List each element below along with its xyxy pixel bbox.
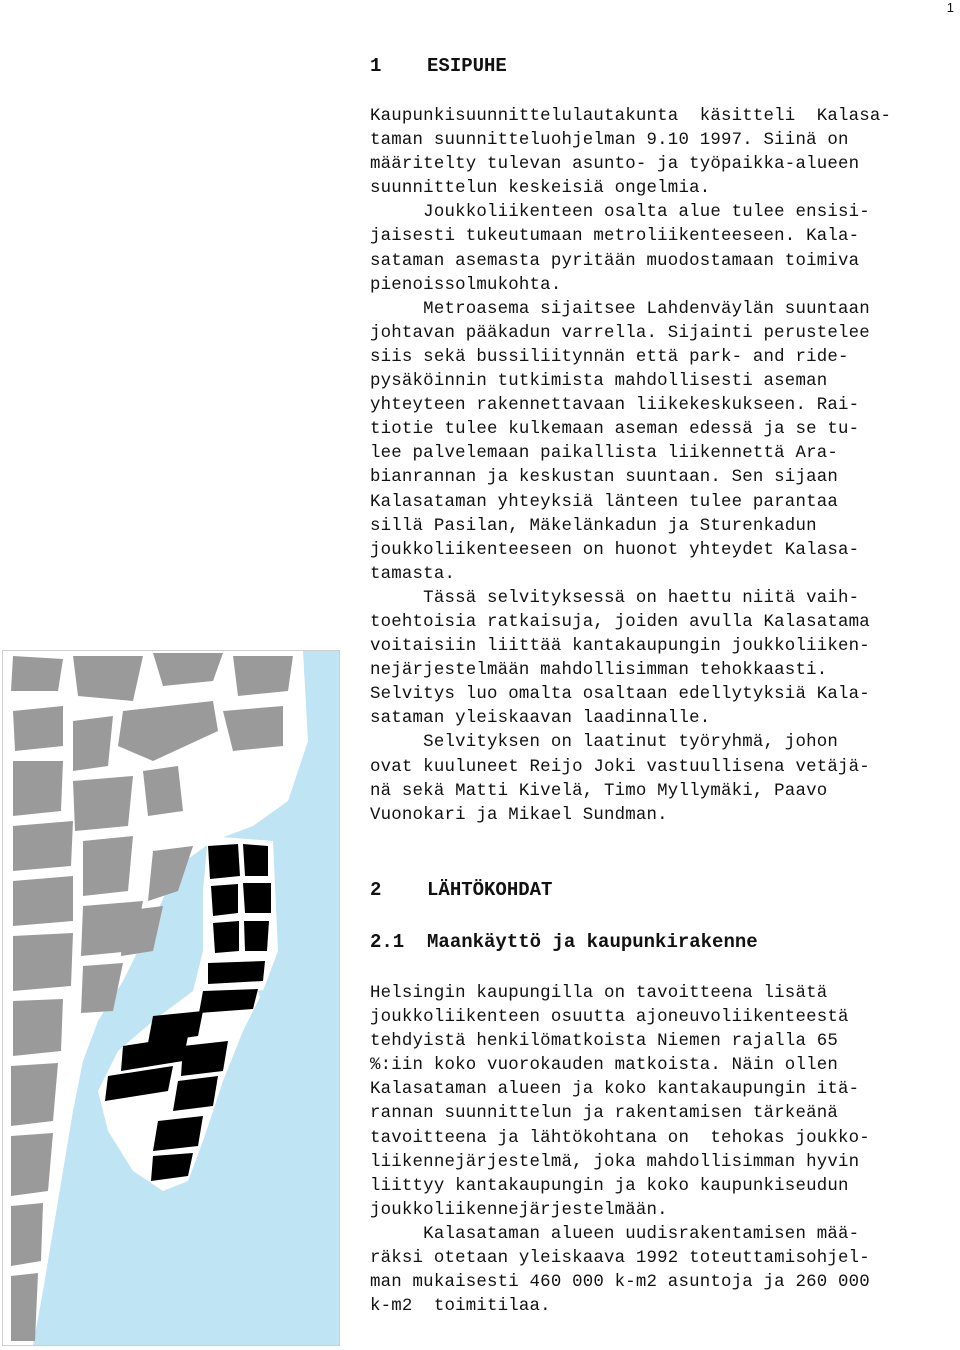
text-line: rannan suunnittelun ja rakentamisen tärkeänä — [370, 1104, 838, 1124]
page-number: 1 — [946, 0, 954, 15]
text-line: Kaupunkisuunnittelulautakunta käsitteli Kalasa- — [370, 107, 892, 126]
site-map-drawing — [3, 651, 339, 1345]
maankaytto-body — [370, 982, 956, 1319]
section-esipuhe — [370, 54, 956, 78]
text-line: tiotie tulee kulkemaan aseman edessä ja se tu- — [370, 420, 860, 440]
text-line: Joukkoliikenteen osalta alue tulee ensisi- — [370, 203, 870, 223]
heading-lahtokohdat: 2 LÄHTÖKOHDAT — [370, 879, 553, 901]
text-line: liikennejärjestelmä, joka mahdollisimman hyvin — [370, 1152, 860, 1172]
text-line: sataman asemasta pyritään muodostamaan toimiva — [370, 251, 860, 271]
text-line: siis sekä bussiliitynnän että park- and ride- — [370, 347, 849, 367]
text-line: määritelty tulevan asunto- ja työpaikka-alueen — [370, 155, 860, 175]
text-line: nä sekä Matti Kivelä, Timo Myllymäki, Paavo — [370, 781, 828, 801]
text-line: Metroasema sijaitsee Lahdenväylän suuntaan — [370, 299, 870, 319]
kalasatama-site-map — [2, 650, 340, 1346]
text-line: tehdyistä henkilömatkoista Niemen rajalla 65 — [370, 1032, 838, 1052]
heading-maankaytto: 2.1 Maankäyttö ja kaupunkirakenne — [370, 931, 758, 953]
text-line: liittyy kantakaupungin ja koko kaupunkiseudun — [370, 1176, 849, 1196]
text-line: pienoissolmukohta. — [370, 275, 562, 295]
text-line: Vuonokari ja Mikael Sundman. — [370, 805, 668, 825]
esipuhe-body — [370, 105, 956, 828]
section-lahtokohdat — [370, 878, 956, 902]
text-line: taman suunnitteluohjelman 9.10 1997. Siinä on — [370, 131, 849, 151]
text-line: Helsingin kaupungilla on tavoitteena lisätä — [370, 984, 828, 1003]
text-line: Tässä selvityksessä on haettu niitä vaih- — [370, 588, 860, 608]
text-line: yhteyteen rakennettavaan liikekeskukseen. Rai- — [370, 396, 860, 416]
text-line: joukkoliikenteeseen on huonot yhteydet Kalasa- — [370, 540, 860, 560]
map-harbour — [258, 981, 339, 1041]
text-line: Kalasataman alueen ja koko kantakaupungin itä- — [370, 1080, 860, 1100]
text-line: tamasta. — [370, 564, 456, 584]
text-line: k-m2 toimitilaa. — [370, 1297, 551, 1317]
text-line: Selvitys luo omalta osaltaan edellytyksiä Kala- — [370, 685, 870, 705]
section-maankaytto — [370, 930, 956, 954]
text-line: bianrannan ja keskustan suuntaan. Sen sijaan — [370, 468, 838, 488]
text-line: voitaisiin liittää kantakaupungin joukkoliiken- — [370, 637, 870, 657]
text-line: ovat kuuluneet Reijo Joki vastuullisena vetäjä- — [370, 757, 870, 777]
text-line: Kalasataman alueen uudisrakentamisen mää- — [370, 1224, 860, 1244]
text-line: Selvityksen on laatinut työryhmä, johon — [370, 733, 838, 753]
text-line: %:iin koko vuorokauden matkoista. Näin ollen — [370, 1056, 838, 1076]
text-line: pysäköinnin tutkimista mahdollisesti aseman — [370, 372, 828, 392]
text-line: Kalasataman yhteyksiä länteen tulee parantaa — [370, 492, 838, 512]
text-line: toehtoisia ratkaisuja, joiden avulla Kalasatama — [370, 612, 870, 632]
text-line: joukkoliikenteen osuutta ajoneuvoliikenteestä — [370, 1008, 849, 1028]
heading-esipuhe: 1 ESIPUHE — [370, 55, 507, 77]
text-line: joukkoliikennejärjestelmään. — [370, 1200, 668, 1220]
text-line: suunnittelun keskeisiä ongelmia. — [370, 179, 711, 199]
text-line: lee palvelemaan paikallista liikennettä Ara- — [370, 444, 838, 464]
text-line: tavoitteena ja lähtökohtana on tehokas joukko- — [370, 1128, 870, 1148]
text-line: sillä Pasilan, Mäkelänkadun ja Sturenkadun — [370, 516, 817, 536]
text-line: jaisesti tukeutumaan metroliikenteeseen. Kala- — [370, 227, 860, 247]
text-line: nejärjestelmään mahdollisimman tehokkaasti. — [370, 661, 828, 681]
text-line: man mukaisesti 460 000 k-m2 asuntoja ja 260 000 — [370, 1273, 870, 1293]
text-line: sataman yleiskaavan laadinnalle. — [370, 709, 711, 729]
text-line: räksi otetaan yleiskaava 1992 toteuttamisohjel- — [370, 1249, 870, 1269]
text-line: johtavan pääkadun varrella. Sijainti perustelee — [370, 323, 870, 343]
